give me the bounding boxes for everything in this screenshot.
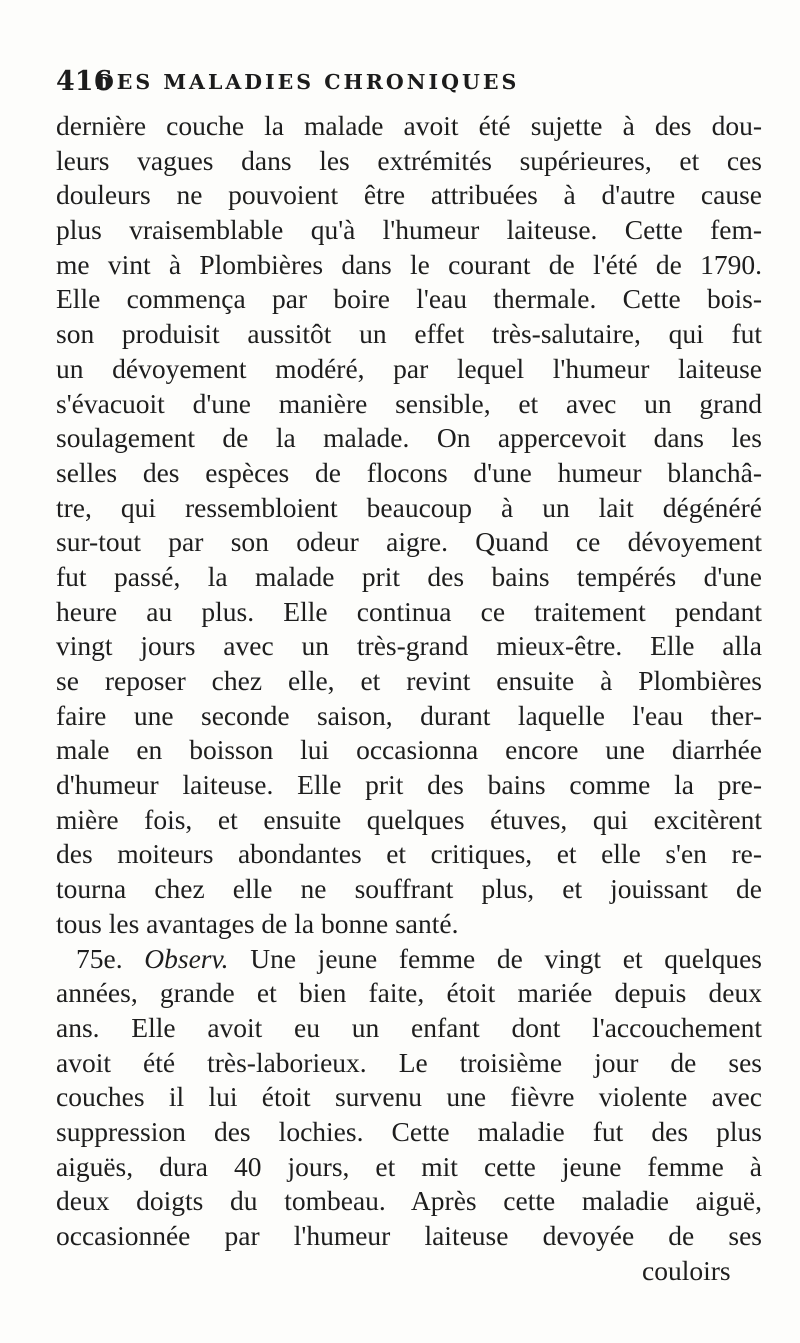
- text-line: sur-tout par son odeur aigre. Quand ce dévoyement: [56, 526, 762, 558]
- text-line: années, grande et bien faite, étoit mariée depuis deux: [56, 977, 762, 1009]
- text-line: me vint à Plombières dans le courant de l'été de 1790.: [56, 248, 762, 280]
- text-line: Elle commença par boire l'eau thermale. Cette bois-: [56, 283, 762, 315]
- text-line: se reposer chez elle, et revint ensuite à Plombières: [56, 665, 762, 696]
- observation-heading-line: [56, 942, 762, 977]
- text-line: vingt jours avec un très-grand mieux-être. Elle alla: [56, 630, 762, 662]
- observation-number: 75e.: [76, 942, 123, 974]
- body-text: [56, 109, 762, 1288]
- text-line: d'humeur laiteuse. Elle prit des bains comme la pre-: [56, 769, 762, 801]
- text-line: suppression des lochies. Cette maladie fut des plus: [56, 1115, 762, 1147]
- observation-first-line-text: Une jeune femme de vingt et quelques: [250, 942, 763, 974]
- text-line: selles des espèces de flocons d'une humeur blanchâ-: [56, 456, 762, 488]
- text-line: tous les avantages de la bonne santé.: [56, 907, 459, 939]
- text-line: fut passé, la malade prit des bains tempérés d'une: [56, 560, 762, 592]
- observation-label: Observ.: [144, 942, 229, 974]
- text-line: avoit été très-laborieux. Le troisième jour de ses: [56, 1046, 762, 1078]
- text-line: occasionnée par l'humeur laiteuse devoyée de ses: [56, 1220, 762, 1251]
- page-number: 416: [56, 66, 113, 97]
- text-line: faire une seconde saison, durant laquelle l'eau ther-: [56, 699, 762, 731]
- page-header: [56, 66, 756, 100]
- text-line: male en boisson lui occasionna encore une diarrhée: [56, 734, 762, 766]
- text-line: soulagement de la malade. On appercevoit dans les: [56, 422, 762, 454]
- text-line: mière fois, et ensuite quelques étuves, qui excitèrent: [56, 803, 762, 835]
- text-line: tourna chez elle ne souffrant plus, et jouissant de: [56, 873, 762, 905]
- running-head: DES MALADIES CHRONIQUES: [96, 70, 520, 94]
- text-line: aiguës, dura 40 jours, et mit cette jeune femme à: [56, 1150, 762, 1182]
- text-line: heure au plus. Elle continua ce traitement pendant: [56, 595, 762, 627]
- text-line: ans. Elle avoit eu un enfant dont l'accouchement: [56, 1011, 762, 1043]
- text-line: couches il lui étoit survenu une fièvre violente avec: [56, 1081, 762, 1113]
- text-line: s'évacuoit d'une manière sensible, et avec un grand: [56, 387, 762, 419]
- text-line: son produisit aussitôt un effet très-salutaire, qui fut: [56, 318, 762, 350]
- text-line: dernière couche la malade avoit été sujette à des dou-: [56, 110, 762, 141]
- text-line: plus vraisemblable qu'à l'humeur laiteuse. Cette fem-: [56, 214, 762, 246]
- text-line: tre, qui ressembloient beaucoup à un lait dégénéré: [56, 491, 762, 523]
- text-line: douleurs ne pouvoient être attribuées à d'autre cause: [56, 179, 762, 211]
- text-line: un dévoyement modéré, par lequel l'humeur laiteuse: [56, 352, 762, 384]
- text-line: deux doigts du tombeau. Après cette maladie aiguë,: [56, 1185, 762, 1217]
- catchword: couloirs: [642, 1254, 731, 1286]
- text-line: leurs vagues dans les extrémités supérieures, et ces: [56, 144, 762, 176]
- text-line: des moiteurs abondantes et critiques, et elle s'en re-: [56, 838, 762, 870]
